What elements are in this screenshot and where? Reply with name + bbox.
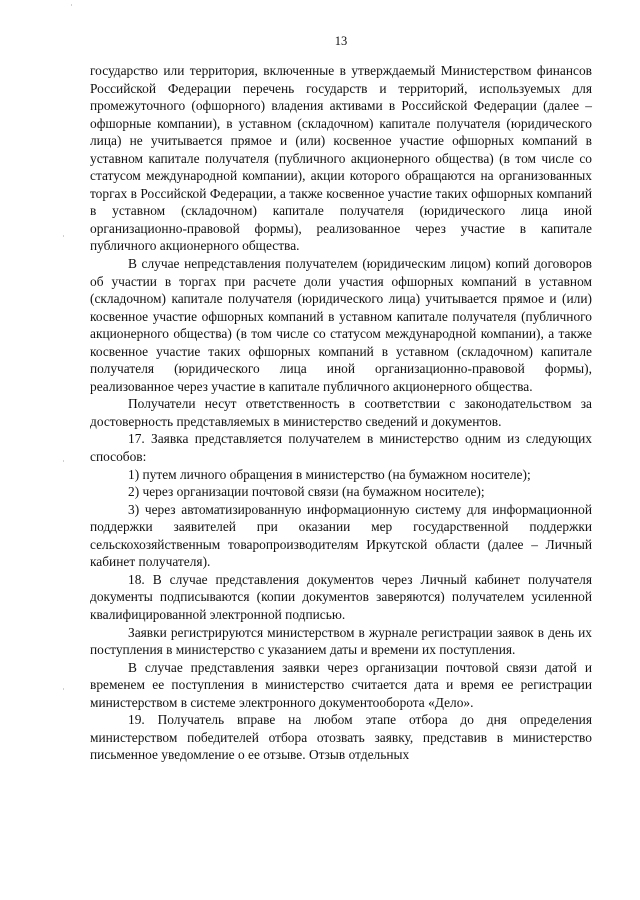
scan-mark: ˙ <box>62 234 65 244</box>
paragraph-postal: В случае представления заявки через организации почтовой связи датой и временем ее поступления в министерство считается дата и время ее регистрации министерством в системе электронного документооборота «Дело». <box>90 659 592 710</box>
paragraph-registration: Заявки регистрируются министерством в журнале регистрации заявок в день их поступления в министерство с указанием даты и времени их поступления. <box>90 624 592 658</box>
page-number: 13 <box>334 34 348 48</box>
paragraph-offshore-continuation: государство или территория, включенные в утверждаемый Министерством финансов Российской Федерации перечень государств и территорий, используемых для промежуточного (офшорного) владения активами в Российской Федерации (далее – офшорные компании), в уставном (складочном) капитале получателя (юридического лица) не учитывается прямое и (или) косвенное участие офшорных компаний в уставном капитале получателя (публичного акционерного общества) (в том числе со статусом международной компании), акции которого обращаются на организованных торгах в Российской Федерации, а также косвенное участие таких офшорных компаний в уставном (складочном) капитале получателя (юридического лица иной организационно-правовой формы), реализованное через участие в капитале публичного акционерного общества. <box>90 63 592 254</box>
paragraph-17-intro: 17. Заявка представляется получателем в министерство одним из следующих способов: <box>90 431 592 465</box>
paragraph-responsibility: Получатели несут ответственность в соответствии с законодательством за достоверность представляемых в министерство сведений и документов. <box>90 396 592 429</box>
document-body <box>90 62 592 764</box>
paragraph-nonsubmission: В случае непредставления получателем (юридическим лицом) копий договоров об участии в торгах при расчете доли участия офшорных компаний в уставном (складочном) капитале получателя (юридического лица) учитывается прямое и (или) косвенное участие офшорных компаний в уставном капитале получателя (публичного акционерного общества) (в том числе со статусом международной компании), а также косвенное участие таких офшорных компаний в уставном (складочном) капитале получателя (юридического лица иной организационно-правовой формы), реализованное через участие в капитале публичного акционерного общества. <box>90 256 592 394</box>
paragraph-19: 19. Получатель вправе на любом этапе отбора до дня определения министерством победителей отбора отозвать заявку, представив в министерство письменное уведомление о ее отзыве. Отзыв отдельных <box>90 712 592 763</box>
scan-mark: ˙ <box>62 687 65 697</box>
list-item-3: 3) через автоматизированную информационную систему для информационной поддержки заявителей при оказании мер государственной поддержки сельскохозяйственным товаропроизводителям Иркутской области (далее – Личный кабинет получателя). <box>90 501 592 570</box>
list-item-1: 1) путем личного обращения в министерство (на бумажном носителе); <box>128 466 531 482</box>
list-item-2: 2) через организации почтовой связи (на бумажном носителе); <box>128 484 485 500</box>
scan-mark: ˙ <box>70 3 73 13</box>
paragraph-18: 18. В случае представления документов через Личный кабинет получателя документы подписываются (копии документов заверяются) получателем усиленной квалифицированной электронной подписью. <box>90 571 592 622</box>
scan-mark: ˙ <box>62 459 65 469</box>
